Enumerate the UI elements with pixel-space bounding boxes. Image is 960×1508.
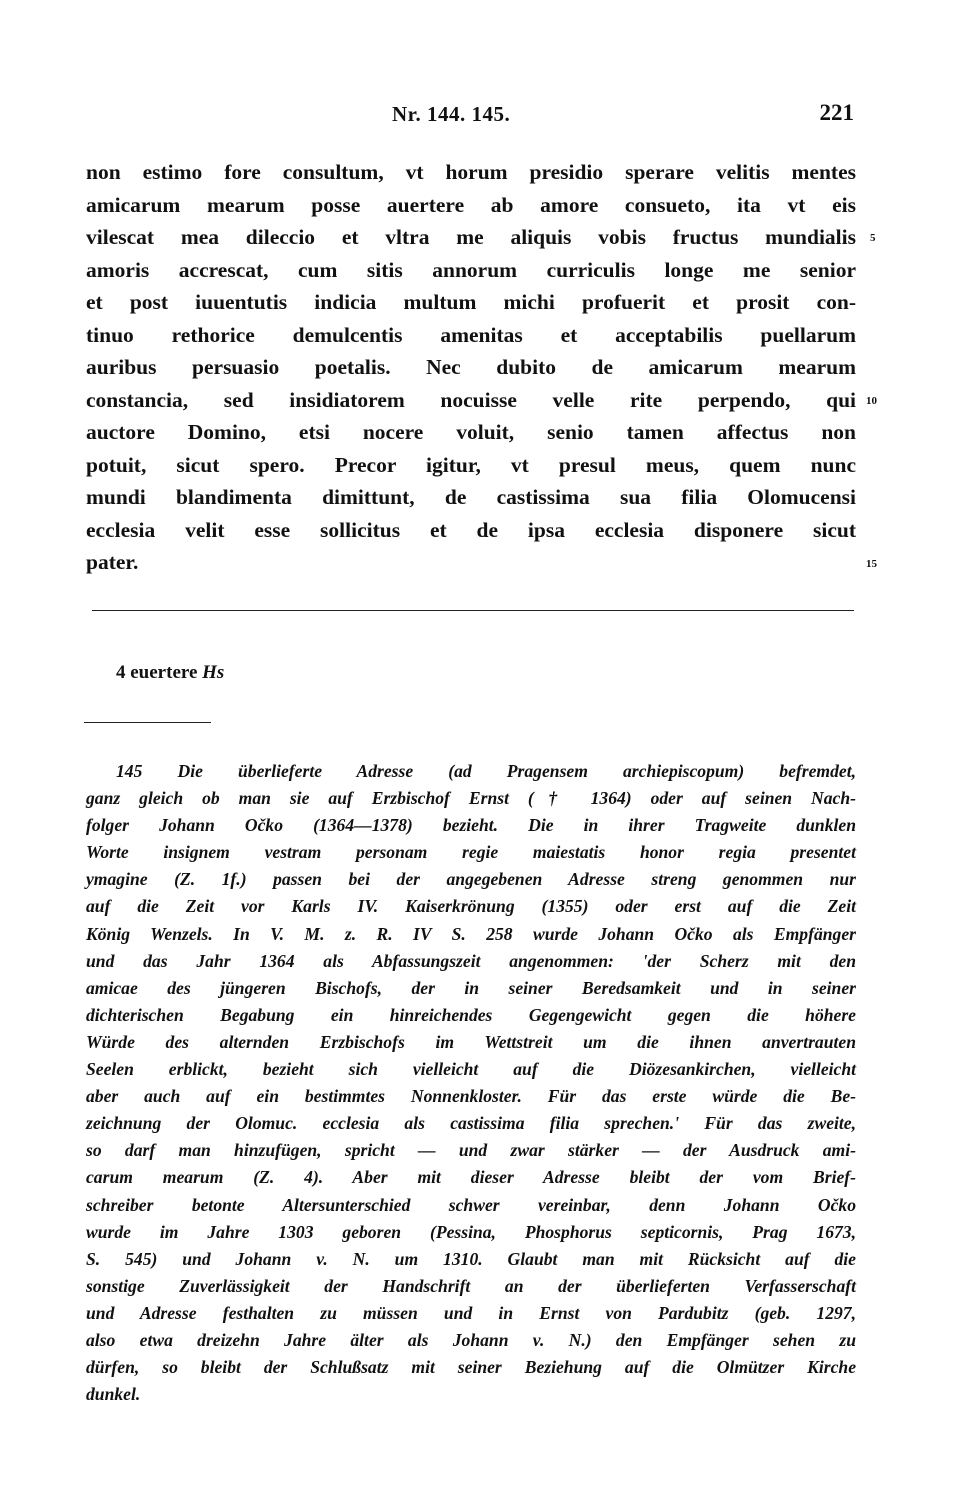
note-line: wurde im Jahre 1303 geboren (Pessina, Phosphorus septicornis, Prag 1673,: [86, 1221, 856, 1242]
apparatus-siglum: Hs: [202, 662, 225, 683]
page-number: 221: [819, 100, 854, 125]
line-number-15: 15: [866, 558, 877, 570]
main-text-line: non estimo fore consultum, vt horum presidio sperare velitis mentes: [86, 160, 856, 184]
main-text: [86, 156, 856, 579]
main-text-line: amicarum mearum posse auertere ab amore consueto, ita vt eis: [86, 192, 856, 217]
commentary-notes: [86, 758, 856, 1408]
note-line: auf die Zeit vor Karls IV. Kaiserkrönung (1355) oder erst auf die Zeit: [86, 896, 856, 917]
note-line: aber auch auf ein bestimmtes Nonnenkloster. Für das erste würde die Be-: [86, 1086, 856, 1107]
note-line: und Adresse festhalten zu müssen und in Ernst von Pardubitz (geb. 1297,: [86, 1302, 856, 1323]
main-text-line: auribus persuasio poetalis. Nec dubito de amicarum mearum: [86, 355, 856, 379]
note-line: folger Johann Očko (1364—1378) bezieht. Die in ihrer Tragweite dunklen: [86, 815, 856, 836]
apparatus-reading: euertere: [130, 662, 198, 683]
line-number-5: 5: [870, 232, 876, 244]
note-line: Worte insignem vestram personam regie maiestatis honor regia presentet: [86, 842, 856, 863]
page-header: [0, 102, 960, 132]
main-text-line: pater.: [86, 550, 139, 574]
note-line: dürfen, so bleibt der Schlußsatz mit seiner Beziehung auf die Olmützer Kirche: [86, 1357, 856, 1378]
notes-divider: [84, 722, 211, 723]
main-text-line: ecclesia velit esse sollicitus et de ipsa ecclesia disponere sicut: [86, 517, 856, 542]
main-text-line: mundi blandimenta dimittunt, de castissima sua filia Olomucensi: [86, 485, 856, 509]
apparatus-divider: [92, 610, 854, 611]
note-line: ymagine (Z. 1f.) passen bei der angegebenen Adresse streng genommen nur: [86, 869, 856, 890]
main-text-line: constancia, sed insidiatorem nocuisse velle rite perpendo, qui: [86, 387, 856, 412]
apparatus-line-ref: 4: [116, 662, 126, 683]
note-line: Seelen erblickt, bezieht sich vielleicht auf die Diözesankirchen, vielleicht: [86, 1059, 856, 1080]
main-text-line: tinuo rethorice demulcentis amenitas et acceptabilis puellarum: [86, 322, 856, 347]
note-line: zeichnung der Olomuc. ecclesia als castissima filia sprechen.' Für das zweite,: [86, 1113, 856, 1134]
note-line: sonstige Zuverlässigkeit der Handschrift an der überlieferten Verfasserschaft: [86, 1275, 856, 1296]
critical-apparatus: [116, 662, 224, 684]
note-line: Würde des alternden Erzbischofs im Wettstreit um die ihnen anvertrauten: [86, 1031, 856, 1052]
main-text-line: et post iuuentutis indicia multum michi profuerit et prosit con-: [86, 290, 856, 314]
note-line: ganz gleich ob man sie auf Erzbischof Ernst († 1364) oder auf seinen Nach-: [86, 788, 856, 809]
note-line: dunkel.: [86, 1384, 141, 1405]
note-line: und das Jahr 1364 als Abfassungszeit angenommen: 'der Scherz mit den: [86, 950, 856, 971]
main-text-line: amoris accrescat, cum sitis annorum curriculis longe me senior: [86, 257, 856, 282]
note-line: carum mearum (Z. 4). Aber mit dieser Adresse bleibt der vom Brief-: [86, 1167, 856, 1188]
note-line: König Wenzels. In V. M. z. R. IV S. 258 wurde Johann Očko als Empfänger: [86, 923, 856, 944]
note-line: also etwa dreizehn Jahre älter als Johann v. N.) den Empfänger sehen zu: [86, 1329, 856, 1350]
main-text-line: vilescat mea dileccio et vltra me aliquis vobis fructus mundialis: [86, 225, 856, 249]
note-line: dichterischen Begabung ein hinreichendes Gegengewicht gegen die höhere: [86, 1004, 856, 1025]
main-text-line: auctore Domino, etsi nocere voluit, senio tamen affectus non: [86, 420, 856, 444]
section-reference: Nr. 144. 145.: [392, 102, 511, 126]
note-line: amicae des jüngeren Bischofs, der in seiner Beredsamkeit und in seiner: [86, 977, 856, 998]
main-text-line: potuit, sicut spero. Precor igitur, vt presul meus, quem nunc: [86, 452, 856, 477]
line-number-10: 10: [866, 395, 877, 407]
note-line: S. 545) und Johann v. N. um 1310. Glaubt man mit Rücksicht auf die: [86, 1248, 856, 1269]
note-line: 145 Die überlieferte Adresse (ad Pragensem archiepiscopum) befremdet,: [116, 761, 856, 781]
note-line: schreiber betonte Altersunterschied schwer vereinbar, denn Johann Očko: [86, 1194, 856, 1215]
note-line: so darf man hinzufügen, spricht — und zwar stärker — der Ausdruck ami-: [86, 1140, 856, 1161]
